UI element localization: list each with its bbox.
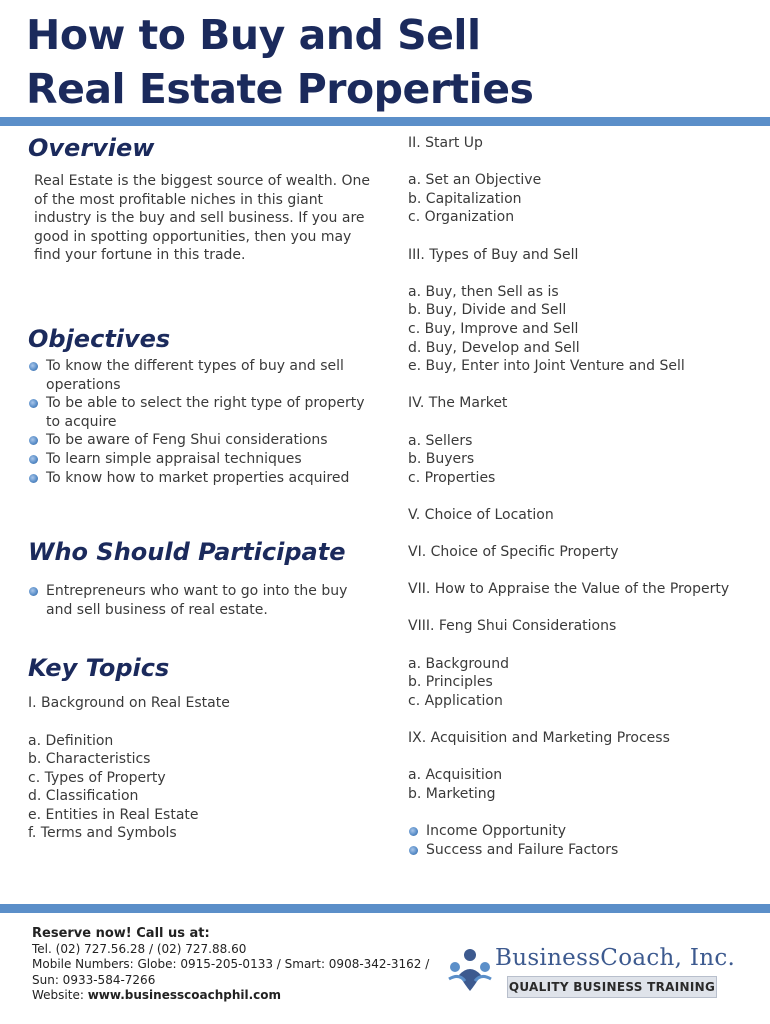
topic-item: e. Entities in Real Estate <box>28 806 199 823</box>
website-label: Website: <box>32 988 84 1003</box>
topic-item: e. Buy, Enter into Joint Venture and Sell <box>408 358 685 375</box>
topic-item: b. Capitalization <box>408 190 522 207</box>
topic-item: d. Buy, Develop and Sell <box>408 339 580 356</box>
topic-item: b. Buyers <box>408 451 475 468</box>
bullet-icon <box>29 455 38 464</box>
topic-section-title: IX. Acquisition and Marketing Process <box>408 730 670 746</box>
participants-heading: Who Should Participate <box>28 538 346 567</box>
topic-item: c. Buy, Improve and Sell <box>408 320 579 337</box>
list-item: To know how to market properties acquired <box>28 469 373 488</box>
bullet-icon <box>29 362 38 371</box>
topic-section-title: V. Choice of Location <box>408 506 554 523</box>
logo-name: BusinessCoach, Inc. <box>495 945 736 971</box>
telephone: Tel. (02) 727.56.28 / (02) 727.88.60 <box>32 941 247 956</box>
list-item: Income Opportunity <box>408 822 758 841</box>
reserve-cta: Reserve now! Call us at: <box>32 926 210 941</box>
bottom-divider <box>0 904 770 913</box>
bullet-icon <box>409 827 418 836</box>
list-item: To be aware of Feng Shui considerations <box>28 431 373 450</box>
topic-section-title: VII. How to Appraise the Value of the Property <box>408 581 730 598</box>
mobile-numbers: Mobile Numbers: Globe: 0915-205-0133 / Smart: 0908-342-3162 / Sun: 0933-584-7266 <box>32 957 430 987</box>
topic-section-title: I. Background on Real Estate <box>28 695 230 712</box>
topic-item: b. Principles <box>408 674 493 691</box>
website-link[interactable]: www.businesscoachphil.com <box>87 988 282 1003</box>
company-logo <box>445 943 745 998</box>
topic-item: d. Classification <box>28 788 139 805</box>
topic-item: b. Marketing <box>408 785 496 802</box>
topic-item: f. Terms and Symbols <box>28 825 177 842</box>
top-divider <box>0 117 770 126</box>
topic-item: a. Buy, then Sell as is <box>408 283 559 300</box>
topic-section-title: II. Start Up <box>408 135 483 151</box>
bullet-icon <box>29 587 38 596</box>
list-item: To be able to select the right type of property to acquire <box>28 394 373 431</box>
topic-section-title: IV. The Market <box>408 395 508 412</box>
topic-item: c. Organization <box>408 209 515 226</box>
right-column <box>408 134 758 859</box>
title-line-1: How to Buy and Sell <box>26 11 481 59</box>
bullet-icon <box>409 846 418 855</box>
page-title <box>26 8 533 116</box>
topic-item: a. Acquisition <box>408 767 503 784</box>
bullet-icon <box>29 474 38 483</box>
contact-footer <box>32 926 432 1004</box>
left-column <box>28 134 373 843</box>
logo-mark-icon <box>445 945 495 995</box>
objectives-list <box>28 357 373 487</box>
topic-section-title: VI. Choice of Specific Property <box>408 544 619 561</box>
list-item: To learn simple appraisal techniques <box>28 450 373 469</box>
overview-heading: Overview <box>28 134 155 162</box>
participants-list <box>28 582 373 619</box>
website-line <box>32 988 432 1004</box>
key-topics-heading: Key Topics <box>28 654 170 683</box>
topic-item: c. Types of Property <box>28 769 166 786</box>
topic-item: b. Buy, Divide and Sell <box>408 302 567 319</box>
bullet-icon <box>29 399 38 408</box>
topic-item: a. Sellers <box>408 432 473 449</box>
title-line-2: Real Estate Properties <box>26 65 534 113</box>
bullet-icon <box>29 436 38 445</box>
logo-tagline: QUALITY BUSINESS TRAINING <box>507 976 717 998</box>
list-item: Entrepreneurs who want to go into the buy and sell business of real estate. <box>28 582 373 619</box>
topic-item: a. Background <box>408 655 510 672</box>
list-item: Success and Failure Factors <box>408 841 758 860</box>
list-item: To know the different types of buy and sell operations <box>28 357 373 394</box>
topic-section-title: III. Types of Buy and Sell <box>408 246 579 263</box>
topic-item: b. Characteristics <box>28 751 151 768</box>
topic-item: c. Application <box>408 692 503 709</box>
topic-item: a. Definition <box>28 732 114 749</box>
topic-section-title: VIII. Feng Shui Considerations <box>408 618 617 635</box>
overview-text: Real Estate is the biggest source of wealth. One of the most profitable niches in this giant industry is the buy and sell business. If you are good in spotting opportunities, then you may find your fortune in this trade. <box>34 173 371 264</box>
objectives-heading: Objectives <box>28 324 171 353</box>
topic-item: a. Set an Objective <box>408 172 542 189</box>
topic-item: c. Properties <box>408 469 496 486</box>
process-bullets <box>408 822 758 859</box>
